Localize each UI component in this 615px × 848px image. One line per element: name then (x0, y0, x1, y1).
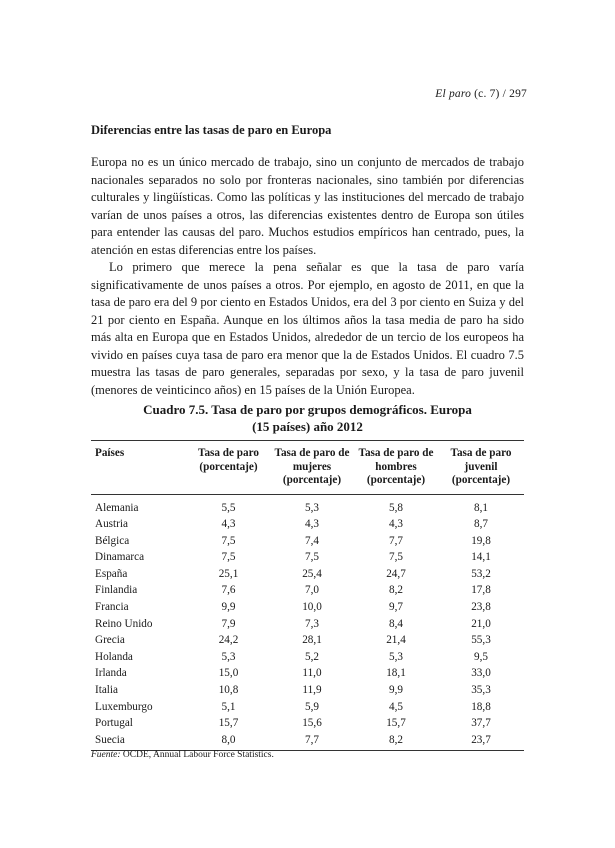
table-cell-value: 28,1 (302, 634, 322, 647)
table-cell-value: 17,8 (471, 584, 491, 597)
table-row (91, 715, 524, 732)
table-cell-value: 7,6 (221, 584, 236, 597)
table-cell-value: 7,5 (305, 551, 319, 564)
running-head-chapter: (c. 7) (474, 88, 500, 100)
table-cell-value: 8,2 (354, 732, 438, 751)
table-cell-value: 8,0 (187, 732, 270, 751)
table-cell-value: 15,6 (302, 717, 322, 730)
table-cell-value: 7,5 (221, 551, 236, 564)
table-cell-country: Bélgica (95, 534, 130, 547)
table-cell-value: 4,3 (389, 518, 403, 531)
table-cell-country: Dinamarca (95, 551, 145, 564)
table-cell-value: 7,9 (221, 617, 236, 630)
section-title: Diferencias entre las tasas de paro en Europa (91, 123, 332, 137)
table-cell-country: Finlandia (95, 584, 138, 597)
table-source (91, 750, 274, 760)
table-cell-value: 7,5 (221, 534, 236, 547)
table-cell-value: 7,3 (305, 617, 319, 630)
body-text (91, 154, 524, 399)
header-total-rate: Tasa de paro (porcentaje) (187, 441, 270, 495)
table-cell-value: 10,8 (218, 684, 239, 697)
table-cell-value: 11,9 (302, 684, 322, 697)
table-cell-country: Luxemburgo (95, 700, 153, 713)
table-cell-value: 9,9 (389, 684, 403, 697)
table-caption (91, 401, 524, 435)
table-row (91, 533, 524, 550)
table-cell-value: 11,0 (302, 667, 322, 680)
table-cell-value: 15,7 (218, 717, 239, 730)
table-cell-value: 7,4 (305, 534, 319, 547)
table-cell-value: 5,3 (305, 501, 319, 514)
table-cell-country: Austria (95, 518, 128, 531)
table-cell-country: Francia (95, 601, 129, 614)
table-cell-value: 5,2 (305, 650, 319, 663)
table-cell-country: Italia (95, 684, 118, 697)
unemployment-table (91, 440, 524, 751)
table-row (91, 699, 524, 716)
running-head-title: El paro (435, 88, 472, 100)
table-row (91, 599, 524, 616)
table-row (91, 582, 524, 599)
table-cell-value: 7,7 (270, 732, 354, 751)
table-body (91, 494, 524, 751)
table-row (91, 665, 524, 682)
table-cell-value: 8,4 (389, 617, 403, 630)
header-men-rate: Tasa de paro de hombres (porcentaje) (354, 441, 438, 495)
table-cell-country: Reino Unido (95, 617, 153, 630)
header-youth-rate: Tasa de paro juvenil (porcentaje) (438, 441, 524, 495)
table-row (91, 494, 524, 516)
table-caption-line-2: (15 países) año 2012 (252, 419, 363, 434)
table-cell-value: 5,3 (221, 650, 236, 663)
table-cell-value: 33,0 (471, 667, 491, 680)
table-cell-value: 53,2 (471, 567, 491, 580)
table-cell-value: 14,1 (471, 551, 491, 564)
header-countries: Países (91, 441, 187, 495)
table-cell-value: 10,0 (302, 601, 322, 614)
table-cell-value: 9,7 (389, 601, 403, 614)
table-cell-value: 7,0 (305, 584, 319, 597)
table-cell-value: 8,2 (389, 584, 403, 597)
table-cell-value: 5,8 (389, 501, 403, 514)
table-cell-value: 4,3 (305, 518, 319, 531)
table-cell-value: 55,3 (471, 634, 491, 647)
table-row (91, 616, 524, 633)
table-cell-country: Suecia (91, 732, 187, 751)
table-cell-value: 21,0 (471, 617, 491, 630)
table-cell-value: 8,1 (474, 501, 488, 514)
table-cell-value: 5,3 (389, 650, 403, 663)
table-cell-value: 15,7 (386, 717, 406, 730)
table-cell-value: 5,9 (305, 700, 319, 713)
table-cell-value: 18,1 (386, 667, 406, 680)
header-women-rate: Tasa de paro de mujeres (porcentaje) (270, 441, 354, 495)
table-cell-country: Portugal (95, 717, 133, 730)
table-cell-value: 4,3 (221, 518, 236, 531)
table-cell-value: 23,8 (471, 601, 491, 614)
table-cell-value: 5,1 (221, 700, 236, 713)
table-cell-value: 7,7 (389, 534, 403, 547)
table-cell-value: 24,2 (218, 634, 239, 647)
table-row (91, 732, 524, 751)
table-cell-country: Grecia (95, 634, 125, 647)
table-cell-value: 25,4 (302, 567, 322, 580)
table-row (91, 566, 524, 583)
table-cell-value: 19,8 (471, 534, 491, 547)
table-row (91, 682, 524, 699)
paragraph-1: Europa no es un único mercado de trabajo, sino un conjunto de mercados de trabajo nacionales separados no solo por fronteras nacionales, sino también por diferencias culturales y lingüísticas. Como las políticas y las instituciones del mercado de trabajo varían de unos países a otros, las diferencias existentes dentro de Europa son útiles para entender las causas del paro. Muchos estudios empíricos han centrado, pues, la atención en estas diferencias entre los países. (91, 155, 524, 257)
running-head (435, 88, 527, 100)
page-number: / 297 (502, 88, 527, 100)
table-row (91, 649, 524, 666)
table-cell-value: 23,7 (438, 732, 524, 751)
table-cell-country: Alemania (95, 501, 139, 514)
table-cell-value: 25,1 (218, 567, 239, 580)
table-cell-value: 8,7 (474, 518, 488, 531)
table-cell-value: 37,7 (471, 717, 491, 730)
table-row (91, 549, 524, 566)
table-header-row (91, 441, 524, 495)
table-caption-line-1: Cuadro 7.5. Tasa de paro por grupos demográficos. Europa (143, 402, 472, 417)
table-cell-value: 21,4 (386, 634, 406, 647)
table-row (91, 632, 524, 649)
table-cell-country: Irlanda (95, 667, 127, 680)
table-cell-value: 24,7 (386, 567, 406, 580)
table-cell-value: 35,3 (471, 684, 491, 697)
table-cell-country: España (95, 567, 128, 580)
table-cell-value: 5,5 (221, 501, 236, 514)
paragraph-2: Lo primero que merece la pena señalar es que la tasa de paro varía significativamente de unos países a otros. Por ejemplo, en agosto de 2011, en que la tasa de paro era del 9 por ciento en Estados Unidos, era del 3 por ciento en Suiza y del 21 por ciento en España. Aunque en los últimos años la tasa media de paro ha sido más alta en Europa que en Estados Unidos, alrededor de un tercio de los europeos ha vivido en países cuya tasa de paro era menor que la de Estados Unidos. El cuadro 7.5 muestra las tasas de paro generales, separadas por sexo, y la tasa de paro juvenil (menores de veinticinco años) en 15 países de la Unión Europea. (91, 260, 524, 397)
table-cell-value: 15,0 (218, 667, 239, 680)
table-cell-value: 9,9 (221, 601, 236, 614)
table-cell-country: Holanda (95, 650, 133, 663)
table-cell-value: 7,5 (389, 551, 403, 564)
source-label: Fuente: (91, 750, 121, 760)
table-cell-value: 18,8 (471, 700, 491, 713)
table-cell-value: 4,5 (389, 700, 403, 713)
table-cell-value: 9,5 (474, 650, 488, 663)
source-text: OCDE, Annual Labour Force Statistics. (122, 750, 274, 760)
table-row (91, 516, 524, 533)
